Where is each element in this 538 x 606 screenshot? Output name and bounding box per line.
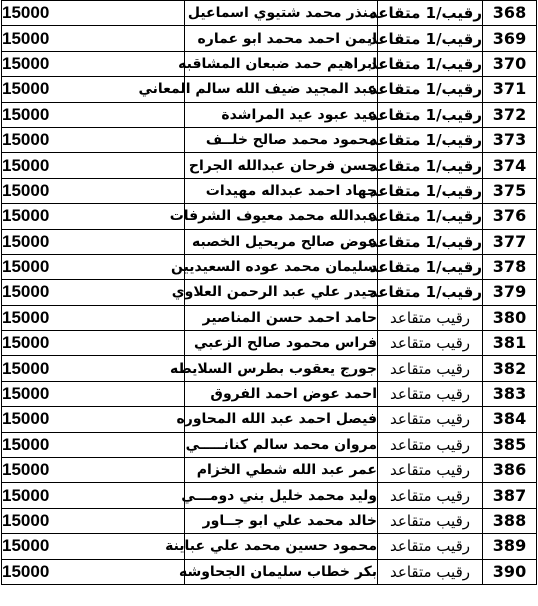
amount-cell: 15000 <box>2 1 185 26</box>
row-number-cell: 385 <box>483 432 537 457</box>
row-number-cell: 377 <box>483 229 537 254</box>
name-cell: عوض صالح مريحيل الخصبه <box>185 229 378 254</box>
row-number-cell: 381 <box>483 331 537 356</box>
name-cell: حامد احمد حسن المناصير <box>185 305 378 330</box>
name-cell: عبدالله محمد معيوف الشرفات <box>185 204 378 229</box>
amount-cell: 15000 <box>2 305 185 330</box>
row-number-cell: 380 <box>483 305 537 330</box>
amount-cell: 15000 <box>2 508 185 533</box>
rank-cell: رقيب/1 متقاعد <box>378 153 483 178</box>
table-row <box>2 77 537 102</box>
row-number-cell: 386 <box>483 458 537 483</box>
amount-cell: 15000 <box>2 229 185 254</box>
table-row <box>2 458 537 483</box>
amount-cell: 15000 <box>2 26 185 51</box>
rank-cell: رقيب متقاعد <box>378 331 483 356</box>
row-number-cell: 382 <box>483 356 537 381</box>
rank-cell: رقيب/1 متقاعد <box>378 178 483 203</box>
amount-cell: 15000 <box>2 483 185 508</box>
table-row <box>2 280 537 305</box>
name-cell: ابراهيم حمد ضبعان المشاقبه <box>185 51 378 76</box>
row-number-cell: 376 <box>483 204 537 229</box>
amount-cell: 15000 <box>2 102 185 127</box>
rank-cell: رقيب متقاعد <box>378 508 483 533</box>
table-row <box>2 26 537 51</box>
name-cell: جورج يعقوب بطرس السلايطه <box>185 356 378 381</box>
row-number-cell: 384 <box>483 407 537 432</box>
table-row <box>2 407 537 432</box>
amount-cell: 15000 <box>2 280 185 305</box>
table-row <box>2 483 537 508</box>
table-row <box>2 1 537 26</box>
rank-cell: رقيب متقاعد <box>378 432 483 457</box>
rank-cell: رقيب/1 متقاعد <box>378 51 483 76</box>
rank-cell: رقيب متقاعد <box>378 559 483 584</box>
name-cell: مروان محمد سالم كنانـــــي <box>185 432 378 457</box>
row-number-cell: 371 <box>483 77 537 102</box>
rank-cell: رقيب/1 متقاعد <box>378 1 483 26</box>
table-row <box>2 204 537 229</box>
row-number-cell: 370 <box>483 51 537 76</box>
row-number-cell: 374 <box>483 153 537 178</box>
name-cell: سليمان محمد عوده السعيديين <box>185 254 378 279</box>
name-cell: وليد محمد خليل بني دومـــي <box>185 483 378 508</box>
name-cell: محمود حسين محمد علي عباينة <box>185 534 378 559</box>
name-cell: عبد المجيد ضيف الله سالم المعاني <box>185 77 378 102</box>
rank-cell: رقيب/1 متقاعد <box>378 204 483 229</box>
row-number-cell: 378 <box>483 254 537 279</box>
rank-cell: رقيب متقاعد <box>378 534 483 559</box>
table-row <box>2 153 537 178</box>
amount-cell: 15000 <box>2 254 185 279</box>
name-cell: منذر محمد شتيوي اسماعيل <box>185 1 378 26</box>
name-cell: فيصل احمد عبد الله المحاوره <box>185 407 378 432</box>
row-number-cell: 375 <box>483 178 537 203</box>
name-cell: خالد محمد علي ابو جــاور <box>185 508 378 533</box>
amount-cell: 15000 <box>2 127 185 152</box>
name-cell: عيد عبود عيد المراشدة <box>185 102 378 127</box>
table-row <box>2 356 537 381</box>
amount-cell: 15000 <box>2 534 185 559</box>
name-cell: محمود محمد صالح خلــف <box>185 127 378 152</box>
table-row <box>2 51 537 76</box>
amount-cell: 15000 <box>2 77 185 102</box>
table-row <box>2 102 537 127</box>
table-row <box>2 229 537 254</box>
row-number-cell: 373 <box>483 127 537 152</box>
table-row <box>2 534 537 559</box>
personnel-table <box>1 0 537 585</box>
table-row <box>2 381 537 406</box>
rank-cell: رقيب متقاعد <box>378 407 483 432</box>
name-cell: ايمن احمد محمد ابو عماره <box>185 26 378 51</box>
name-cell: احمد عوض احمد الفروق <box>185 381 378 406</box>
row-number-cell: 387 <box>483 483 537 508</box>
row-number-cell: 369 <box>483 26 537 51</box>
rank-cell: رقيب/1 متقاعد <box>378 102 483 127</box>
amount-cell: 15000 <box>2 204 185 229</box>
rank-cell: رقيب/1 متقاعد <box>378 26 483 51</box>
amount-cell: 15000 <box>2 407 185 432</box>
table-row <box>2 432 537 457</box>
amount-cell: 15000 <box>2 458 185 483</box>
row-number-cell: 372 <box>483 102 537 127</box>
rank-cell: رقيب/1 متقاعد <box>378 77 483 102</box>
name-cell: حسن فرحان عبدالله الجراح <box>185 153 378 178</box>
table-row <box>2 254 537 279</box>
table-row <box>2 331 537 356</box>
row-number-cell: 390 <box>483 559 537 584</box>
amount-cell: 15000 <box>2 331 185 356</box>
table-row <box>2 305 537 330</box>
rank-cell: رقيب متقاعد <box>378 483 483 508</box>
row-number-cell: 379 <box>483 280 537 305</box>
rank-cell: رقيب/1 متقاعد <box>378 229 483 254</box>
name-cell: جهاد احمد عبداله مهيدات <box>185 178 378 203</box>
rank-cell: رقيب متقاعد <box>378 305 483 330</box>
amount-cell: 15000 <box>2 178 185 203</box>
rank-cell: رقيب متقاعد <box>378 458 483 483</box>
row-number-cell: 383 <box>483 381 537 406</box>
table-row <box>2 178 537 203</box>
rank-cell: رقيب متقاعد <box>378 356 483 381</box>
rank-cell: رقيب/1 متقاعد <box>378 127 483 152</box>
name-cell: عمر عبد الله شطي الخزام <box>185 458 378 483</box>
table-row <box>2 559 537 584</box>
amount-cell: 15000 <box>2 51 185 76</box>
amount-cell: 15000 <box>2 381 185 406</box>
name-cell: فراس محمود صالح الزعبي <box>185 331 378 356</box>
amount-cell: 15000 <box>2 432 185 457</box>
name-cell: بكر خطاب سليمان الجحاوشه <box>185 559 378 584</box>
amount-cell: 15000 <box>2 153 185 178</box>
row-number-cell: 389 <box>483 534 537 559</box>
rank-cell: رقيب/1 متقاعد <box>378 254 483 279</box>
name-cell: حيدر علي عبد الرحمن العلاوي <box>185 280 378 305</box>
amount-cell: 15000 <box>2 559 185 584</box>
amount-cell: 15000 <box>2 356 185 381</box>
rank-cell: رقيب متقاعد <box>378 381 483 406</box>
rank-cell: رقيب/1 متقاعد <box>378 280 483 305</box>
table-row <box>2 127 537 152</box>
row-number-cell: 388 <box>483 508 537 533</box>
row-number-cell: 368 <box>483 1 537 26</box>
table-row <box>2 508 537 533</box>
table-body <box>2 1 537 585</box>
